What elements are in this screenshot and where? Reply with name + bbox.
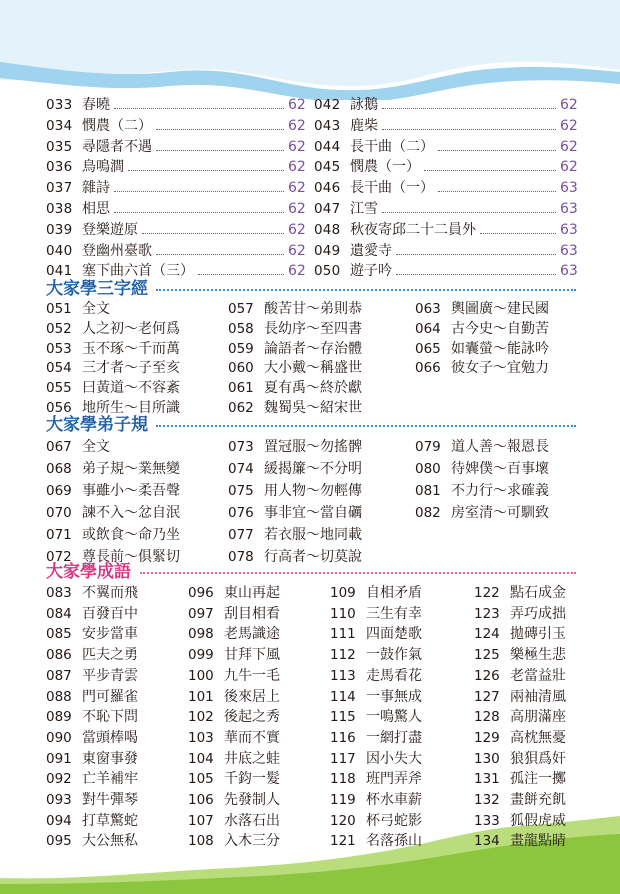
entry-number: 049 [314, 242, 341, 259]
entry-number: 089 [46, 709, 72, 726]
entry-title: 狐假虎威 [510, 812, 566, 829]
entry-number: 091 [46, 750, 72, 767]
entry-number: 125 [474, 647, 500, 664]
entry-number: 047 [314, 201, 341, 217]
entry-title: 曰黃道～不容紊 [82, 380, 180, 397]
entry-title: 或飲食～命乃坐 [82, 527, 180, 543]
section-title-sanzijing: 大家學三字經 [46, 279, 148, 299]
entry-number: 106 [188, 792, 214, 808]
entry-title: 拋磚引玉 [510, 626, 566, 643]
entry-number: 067 [46, 439, 72, 455]
dot-leader [156, 129, 284, 130]
toc-entry[interactable] [46, 177, 312, 199]
entry-number: 087 [46, 667, 72, 684]
entry-number: 095 [46, 833, 72, 850]
entry-number: 111 [330, 626, 356, 643]
entry-title: 對牛彈琴 [82, 792, 138, 808]
page-number: 62 [288, 117, 306, 134]
toc-entry[interactable] [46, 136, 312, 158]
dot-leader [382, 129, 556, 130]
entry-title: 大公無私 [82, 833, 138, 850]
entry-title: 論語者～存治體 [264, 340, 362, 357]
entry-number: 039 [46, 221, 73, 238]
dot-leader [114, 212, 284, 213]
entry-title: 自相矛盾 [366, 585, 422, 601]
entry-number: 117 [330, 750, 356, 767]
entry-title: 打草驚蛇 [82, 812, 138, 829]
entry-number: 065 [415, 340, 441, 357]
entry-number: 107 [188, 812, 214, 829]
entry-number: 074 [228, 461, 254, 477]
entry-title: 當頭棒喝 [82, 729, 138, 746]
entry-title: 點石成金 [510, 585, 566, 601]
page-number: 63 [560, 201, 578, 217]
entry-number: 072 [46, 549, 72, 565]
page-number: 62 [288, 221, 306, 238]
toc-entry[interactable] [46, 219, 312, 241]
dot-leader [128, 170, 284, 171]
entry-title: 全文 [82, 301, 110, 317]
toc-entry[interactable] [314, 177, 584, 199]
toc-entry[interactable] [314, 219, 584, 241]
dot-leader [198, 274, 284, 275]
page-number: 62 [560, 117, 578, 134]
entry-number: 061 [228, 380, 254, 397]
entry-title: 高朋滿座 [510, 709, 566, 726]
entry-number: 053 [46, 340, 72, 357]
page-number: 63 [560, 221, 578, 238]
entry-title: 杯弓蛇影 [366, 812, 422, 829]
entry-number: 090 [46, 729, 72, 746]
entry-number: 033 [46, 97, 73, 113]
page-number: 62 [288, 201, 306, 217]
toc-entry[interactable] [314, 156, 584, 178]
entry-number: 124 [474, 626, 500, 643]
entry-number: 123 [474, 605, 500, 622]
page-number: 63 [560, 242, 578, 259]
entry-title: 雜詩 [82, 180, 110, 197]
entry-title: 鳥鳴澗 [82, 159, 124, 176]
entry-title: 弟子規～業無變 [82, 461, 180, 477]
entry-title: 置冠服～勿搖髀 [264, 439, 362, 455]
entry-number: 048 [314, 221, 341, 238]
dot-leader [156, 150, 284, 151]
entry-title: 彼女子～宜勉力 [451, 360, 549, 377]
page-number: 62 [560, 138, 578, 155]
entry-number: 109 [330, 585, 356, 601]
entry-title: 水落石出 [224, 812, 280, 829]
entry-title: 事雖小～柔吾聲 [82, 483, 180, 499]
entry-number: 076 [228, 505, 254, 521]
entry-title: 尊長前～俱緊切 [82, 549, 180, 565]
entry-title: 長干曲（二） [350, 138, 434, 155]
entry-number: 073 [228, 439, 254, 455]
page-number: 63 [560, 180, 578, 197]
entry-number: 113 [330, 667, 356, 684]
entry-title: 平步青雲 [82, 667, 138, 684]
entry-title: 走馬看花 [366, 667, 422, 684]
dot-leader [114, 108, 284, 109]
entry-number: 084 [46, 605, 72, 622]
page-number: 62 [560, 97, 578, 113]
entry-number: 046 [314, 180, 341, 197]
entry-title: 樂極生悲 [510, 647, 566, 664]
entry-number: 094 [46, 812, 72, 829]
entry-title: 後來居上 [224, 688, 280, 705]
entry-number: 062 [228, 400, 254, 416]
entry-title: 古今史～自勤苦 [451, 320, 549, 337]
toc-entry[interactable] [314, 94, 584, 116]
entry-title: 東窗事發 [82, 750, 138, 767]
entry-title: 後起之秀 [224, 709, 280, 726]
entry-number: 127 [474, 688, 500, 705]
entry-number: 078 [228, 549, 254, 565]
entry-title: 班門弄斧 [366, 771, 422, 788]
page-number: 63 [560, 263, 578, 280]
entry-title: 登樂遊原 [82, 221, 138, 238]
entry-title: 匹夫之勇 [82, 647, 138, 664]
entry-number: 101 [188, 688, 214, 705]
entry-title: 不翼而飛 [82, 585, 138, 601]
section-divider [140, 572, 576, 574]
toc-entry[interactable] [314, 240, 584, 262]
entry-number: 099 [188, 647, 214, 664]
page-number: 62 [288, 242, 306, 259]
page-number: 62 [560, 159, 578, 176]
entry-number: 050 [314, 263, 341, 280]
entry-number: 103 [188, 729, 214, 746]
entry-title: 老當益壯 [510, 667, 566, 684]
entry-number: 102 [188, 709, 214, 726]
toc-entry[interactable] [314, 198, 584, 220]
entry-title: 大小戴～稱盛世 [264, 360, 362, 377]
entry-title: 行高者～切莫說 [264, 549, 362, 565]
entry-number: 088 [46, 688, 72, 705]
entry-title: 一鼓作氣 [366, 647, 422, 664]
toc-entry[interactable] [46, 240, 312, 262]
entry-title: 高枕無憂 [510, 729, 566, 746]
entry-number: 066 [415, 360, 441, 377]
entry-number: 080 [415, 461, 441, 477]
entry-title: 輿圖廣～建民國 [451, 301, 549, 317]
entry-title: 甘拜下風 [224, 647, 280, 664]
entry-number: 092 [46, 771, 72, 788]
entry-title: 孤注一擲 [510, 771, 566, 788]
entry-title: 諫不入～忿自泯 [82, 505, 180, 521]
toc-entry[interactable] [46, 115, 312, 137]
dot-leader [114, 191, 284, 192]
entry-number: 120 [330, 812, 356, 829]
entry-title: 杯水車薪 [366, 792, 422, 808]
entry-number: 129 [474, 729, 500, 746]
entry-number: 085 [46, 626, 72, 643]
entry-title: 玉不琢～千而萬 [82, 340, 180, 357]
entry-title: 九牛一毛 [224, 667, 280, 684]
page-number: 62 [288, 97, 306, 113]
entry-number: 105 [188, 771, 214, 788]
entry-number: 068 [46, 461, 72, 477]
entry-title: 憫農（二） [82, 117, 152, 134]
entry-number: 100 [188, 667, 214, 684]
entry-number: 097 [188, 605, 214, 622]
entry-number: 119 [330, 792, 356, 808]
entry-number: 051 [46, 301, 72, 317]
entry-number: 077 [228, 527, 254, 543]
entry-title: 鹿柴 [350, 117, 378, 134]
dot-leader [382, 212, 556, 213]
dot-leader [438, 191, 556, 192]
dot-leader [480, 233, 556, 234]
entry-number: 122 [474, 585, 500, 601]
entry-title: 用人物～勿輕傳 [264, 483, 362, 499]
entry-title: 地所生～目所識 [82, 400, 180, 416]
entry-number: 057 [228, 301, 254, 317]
toc-entry[interactable] [46, 198, 312, 220]
entry-title: 遺愛寺 [350, 242, 392, 259]
entry-number: 133 [474, 812, 500, 829]
entry-number: 060 [228, 360, 254, 377]
section-divider [156, 289, 576, 291]
entry-title: 不力行～求確義 [451, 483, 549, 499]
entry-number: 114 [330, 688, 356, 705]
entry-number: 075 [228, 483, 254, 499]
entry-title: 春曉 [82, 97, 110, 113]
entry-number: 108 [188, 833, 214, 850]
entry-number: 044 [314, 138, 341, 155]
toc-entry[interactable] [46, 94, 312, 116]
entry-number: 118 [330, 771, 356, 788]
entry-title: 先發制人 [224, 792, 280, 808]
dot-leader [396, 274, 556, 275]
entry-number: 052 [46, 320, 72, 337]
entry-title: 千鈞一髮 [224, 771, 280, 788]
entry-number: 045 [314, 159, 341, 176]
entry-title: 事非宜～當自礪 [264, 505, 362, 521]
entry-number: 035 [46, 138, 73, 155]
entry-number: 128 [474, 709, 500, 726]
toc-entry[interactable] [314, 260, 584, 282]
dot-leader [142, 233, 284, 234]
entry-title: 長幼序～至四書 [264, 320, 362, 337]
entry-title: 三才者～子至亥 [82, 360, 180, 377]
entry-number: 034 [46, 117, 73, 134]
section-title-dizigui: 大家學弟子規 [46, 415, 148, 435]
entry-title: 道人善～報恩長 [451, 439, 549, 455]
toc-entry[interactable] [314, 115, 584, 137]
entry-title: 一事無成 [366, 688, 422, 705]
entry-title: 刮目相看 [224, 605, 280, 622]
entry-title: 因小失大 [366, 750, 422, 767]
entry-title: 一鳴驚人 [366, 709, 422, 726]
entry-title: 遊子吟 [350, 263, 392, 280]
page-number: 62 [288, 159, 306, 176]
section-title-chengyu: 大家學成語 [46, 562, 131, 582]
entry-number: 064 [415, 320, 441, 337]
entry-number: 130 [474, 750, 500, 767]
entry-number: 083 [46, 585, 72, 601]
entry-number: 059 [228, 340, 254, 357]
entry-number: 037 [46, 180, 73, 197]
entry-number: 093 [46, 792, 72, 808]
entry-number: 096 [188, 585, 214, 601]
entry-number: 132 [474, 792, 500, 808]
entry-title: 三生有幸 [366, 605, 422, 622]
entry-number: 104 [188, 750, 214, 767]
entry-title: 入木三分 [224, 833, 280, 850]
toc-entry[interactable] [46, 156, 312, 178]
entry-title: 老馬識途 [224, 626, 280, 643]
section-divider [156, 425, 576, 427]
entry-title: 夏有禹～終於獻 [264, 380, 362, 397]
entry-number: 079 [415, 439, 441, 455]
entry-number: 043 [314, 117, 341, 134]
entry-number: 042 [314, 97, 341, 113]
entry-number: 098 [188, 626, 214, 643]
entry-number: 112 [330, 647, 356, 664]
entry-title: 詠鵝 [350, 97, 378, 113]
entry-title: 塞下曲六首（三） [82, 263, 194, 280]
entry-number: 054 [46, 360, 72, 377]
entry-title: 人之初～老何爲 [82, 320, 180, 337]
entry-title: 畫餅充飢 [510, 792, 566, 808]
entry-title: 兩袖清風 [510, 688, 566, 705]
entry-number: 121 [330, 833, 356, 850]
entry-title: 如囊螢～能詠吟 [451, 340, 549, 357]
entry-title: 亡羊補牢 [82, 771, 138, 788]
entry-title: 酸苦甘～弟則恭 [264, 301, 362, 317]
entry-number: 055 [46, 380, 72, 397]
entry-title: 全文 [82, 439, 110, 455]
entry-title: 長干曲（一） [350, 180, 434, 197]
entry-number: 071 [46, 527, 72, 543]
page-number: 62 [288, 263, 306, 280]
entry-number: 081 [415, 483, 441, 499]
entry-number: 038 [46, 201, 73, 217]
dot-leader [396, 254, 556, 255]
entry-title: 若衣服～地同載 [264, 527, 362, 543]
entry-title: 門可羅雀 [82, 688, 138, 705]
entry-number: 070 [46, 505, 72, 521]
entry-title: 一網打盡 [366, 729, 422, 746]
entry-title: 憫農（一） [350, 159, 420, 176]
entry-title: 安步當車 [82, 626, 138, 643]
entry-title: 尋隱者不遇 [82, 138, 152, 155]
entry-title: 待婢僕～百事壞 [451, 461, 549, 477]
entry-title: 畫龍點睛 [510, 833, 566, 850]
entry-title: 名落孫山 [366, 833, 422, 850]
entry-number: 110 [330, 605, 356, 622]
entry-number: 058 [228, 320, 254, 337]
entry-title: 不恥下問 [82, 709, 138, 726]
entry-number: 086 [46, 647, 72, 664]
entry-number: 056 [46, 400, 72, 416]
toc-entry[interactable] [314, 136, 584, 158]
entry-number: 036 [46, 159, 73, 176]
entry-title: 狼狽爲奸 [510, 750, 566, 767]
entry-title: 華而不實 [224, 729, 280, 746]
dot-leader [424, 170, 556, 171]
entry-number: 126 [474, 667, 500, 684]
dot-leader [156, 254, 284, 255]
entry-number: 134 [474, 833, 500, 850]
dot-leader [438, 150, 556, 151]
entry-title: 魏蜀吳～紹宋世 [264, 400, 362, 416]
entry-title: 登幽州臺歌 [82, 242, 152, 259]
entry-number: 131 [474, 771, 500, 788]
entry-title: 四面楚歌 [366, 626, 422, 643]
entry-title: 緩揭簾～不分明 [264, 461, 362, 477]
entry-number: 069 [46, 483, 72, 499]
entry-number: 041 [46, 263, 73, 280]
entry-title: 房室清～可馴致 [451, 505, 549, 521]
entry-number: 040 [46, 242, 73, 259]
dot-leader [382, 108, 556, 109]
entry-title: 東山再起 [224, 585, 280, 601]
entry-number: 063 [415, 301, 441, 317]
page-number: 62 [288, 138, 306, 155]
entry-title: 相思 [82, 201, 110, 217]
entry-number: 115 [330, 709, 356, 726]
entry-title: 秋夜寄邱二十二員外 [350, 221, 476, 238]
entry-number: 116 [330, 729, 356, 746]
entry-title: 百發百中 [82, 605, 138, 622]
entry-title: 弄巧成拙 [510, 605, 566, 622]
entry-title: 江雪 [350, 201, 378, 217]
entry-title: 井底之蛙 [224, 750, 280, 767]
entry-number: 082 [415, 505, 441, 521]
page-number: 62 [288, 180, 306, 197]
